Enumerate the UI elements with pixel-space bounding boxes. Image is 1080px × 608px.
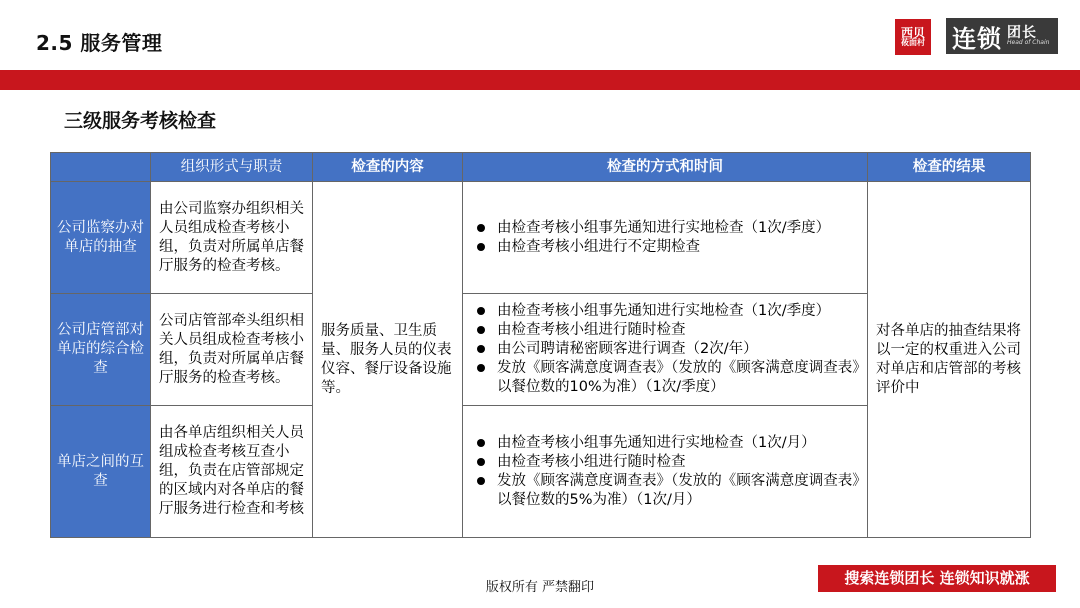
row-label: 单店之间的互查 (51, 406, 151, 538)
row-label: 公司监察办对单店的抽查 (51, 182, 151, 294)
list-item: 发放《顾客满意度调查表》（发放的《顾客满意度调查表》以餐位数的5%为准）（1次/月） (473, 472, 861, 510)
org-cell: 由公司监察办组织相关人员组成检查考核小组，负责对所属单店餐厅服务的检查考核。 (151, 182, 313, 294)
methods-cell (463, 294, 868, 406)
org-cell: 公司店管部牵头组织相关人员组成检查考核小组，负责对所属单店餐厅服务的检查考核。 (151, 294, 313, 406)
header-cell-methods: 检查的方式和时间 (463, 153, 868, 182)
table-row (51, 182, 1031, 294)
methods-list (473, 434, 861, 510)
header-red-band (0, 70, 1080, 90)
section-title: 三级服务考核检查 (64, 110, 217, 132)
list-item: 由公司聘请秘密顾客进行调查（2次/年） (473, 340, 861, 359)
header-cell-blank (51, 153, 151, 182)
channel-logo-main: 连锁 (952, 24, 1002, 53)
list-item: 由检查考核小组进行不定期检查 (473, 238, 861, 257)
table-header-row (51, 153, 1031, 182)
brand-logo-line2: 莜面村 (901, 38, 925, 48)
page-title: 2.5 服务管理 (36, 31, 163, 55)
methods-list (473, 302, 861, 397)
list-item: 由检查考核小组进行随时检查 (473, 453, 861, 472)
brand-logo (895, 19, 931, 55)
list-item: 发放《顾客满意度调查表》（发放的《顾客满意度调查表》以餐位数的10%为准）（1次/季度） (473, 359, 861, 397)
list-item: 由检查考核小组事先通知进行实地检查（1次/季度） (473, 302, 861, 321)
header-cell-result: 检查的结果 (868, 153, 1031, 182)
brand-logo-line1: 西贝 (900, 25, 925, 40)
org-cell: 由各单店组织相关人员组成检查考核互查小组，负责在店管部规定的区域内对各单店的餐厅服务进行检查和考核 (151, 406, 313, 538)
list-item: 由检查考核小组事先通知进行实地检查（1次/季度） (473, 219, 861, 238)
shared-content-cell: 服务质量、卫生质量、服务人员的仪表仪容、餐厅设备设施等。 (313, 182, 463, 538)
slogan-banner: 搜索连锁团长 连锁知识就涨 (818, 565, 1056, 592)
shared-result-cell: 对各单店的抽查结果将以一定的权重进入公司对单店和店管部的考核评价中 (868, 182, 1031, 538)
channel-logo (946, 18, 1058, 54)
row-label: 公司店管部对单店的综合检查 (51, 294, 151, 406)
copyright-notice: 版权所有 严禁翻印 (485, 580, 595, 595)
list-item: 由检查考核小组进行随时检查 (473, 321, 861, 340)
header-cell-org: 组织形式与职责 (151, 153, 313, 182)
channel-logo-sub: 团长 (1007, 24, 1037, 41)
list-item: 由检查考核小组事先通知进行实地检查（1次/月） (473, 434, 861, 453)
methods-cell (463, 182, 868, 294)
service-review-table (50, 152, 1031, 538)
methods-cell (463, 406, 868, 538)
header-cell-content: 检查的内容 (313, 153, 463, 182)
methods-list (473, 219, 861, 257)
channel-logo-en: Head of Chain (1007, 39, 1050, 47)
